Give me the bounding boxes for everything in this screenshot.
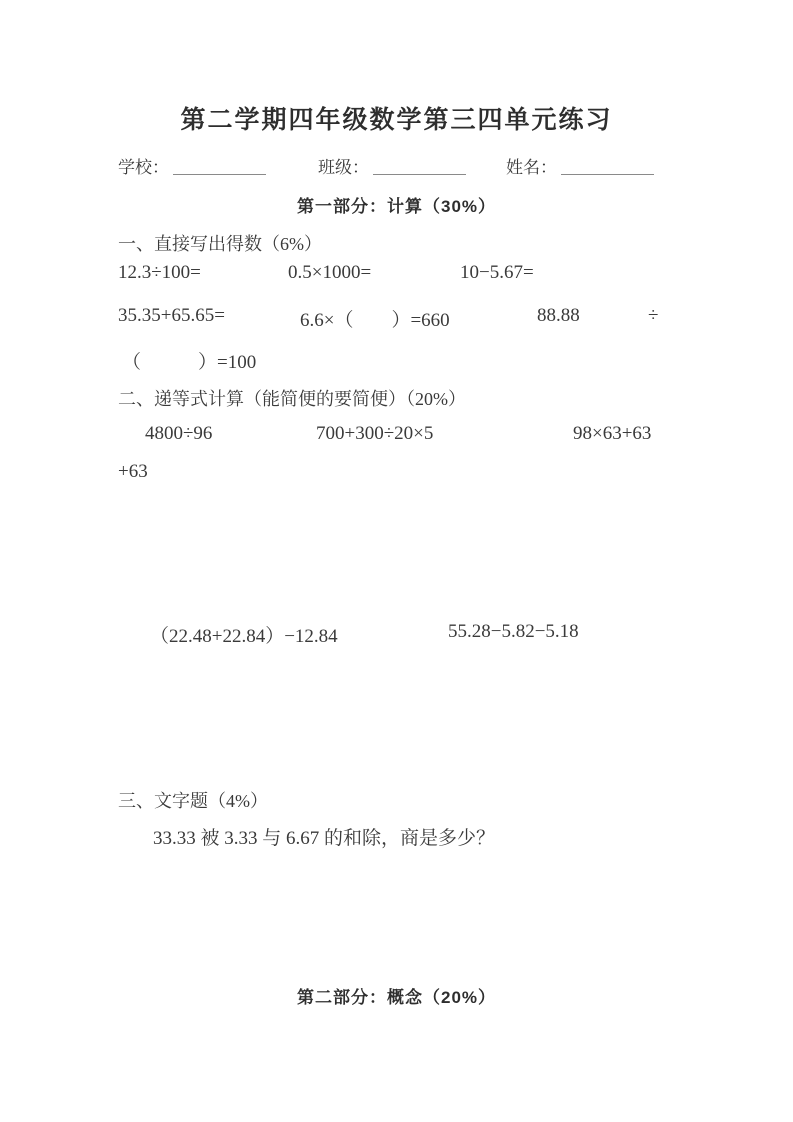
name-blank-line: [561, 174, 654, 175]
math-expression: 0.5×1000=: [288, 262, 372, 283]
school-field: [118, 153, 266, 178]
math-expression: 88.88: [537, 305, 580, 326]
math-expression: 35.35+65.65=: [118, 305, 225, 326]
part2-heading: 第二部分：概念（20%）: [296, 988, 497, 1007]
math-expression: 98×63+63: [573, 423, 652, 444]
name-label: 姓名：: [506, 158, 557, 177]
math-expression: 4800÷96: [145, 423, 213, 444]
word-problem-heading: 三、文字题（4%）: [118, 791, 268, 811]
math-expression: （22.48+22.84）−12.84: [150, 626, 338, 647]
class-field: [318, 153, 466, 178]
math-expression: （ ）=100: [122, 352, 257, 373]
math-expression: 6.6×（ ）=660: [300, 310, 450, 331]
school-blank-line: [173, 174, 266, 175]
class-label: 班级：: [318, 158, 369, 177]
class-blank-line: [373, 174, 466, 175]
oral-section-heading: 一、直接写出得数（6%）: [118, 234, 322, 254]
name-field: [506, 153, 654, 178]
word-problem-text: 33.33 被 3.33 与 6.67 的和除，商是多少？: [153, 828, 496, 849]
worksheet-title: 第二学期四年级数学第三四单元练习: [180, 106, 613, 134]
stepwise-section-heading: 二、递等式计算（能简便的要简便）（20%）: [118, 389, 466, 409]
math-expression: 700+300÷20×5: [316, 423, 434, 444]
math-expression-overflow: +63: [118, 461, 148, 482]
school-label: 学校：: [118, 158, 169, 177]
math-expression: 55.28−5.82−5.18: [448, 621, 579, 642]
math-expression: 12.3÷100=: [118, 262, 201, 283]
math-expression: ÷: [648, 305, 659, 326]
math-expression: 10−5.67=: [460, 262, 534, 283]
part1-heading: 第一部分：计算（30%）: [296, 197, 497, 216]
